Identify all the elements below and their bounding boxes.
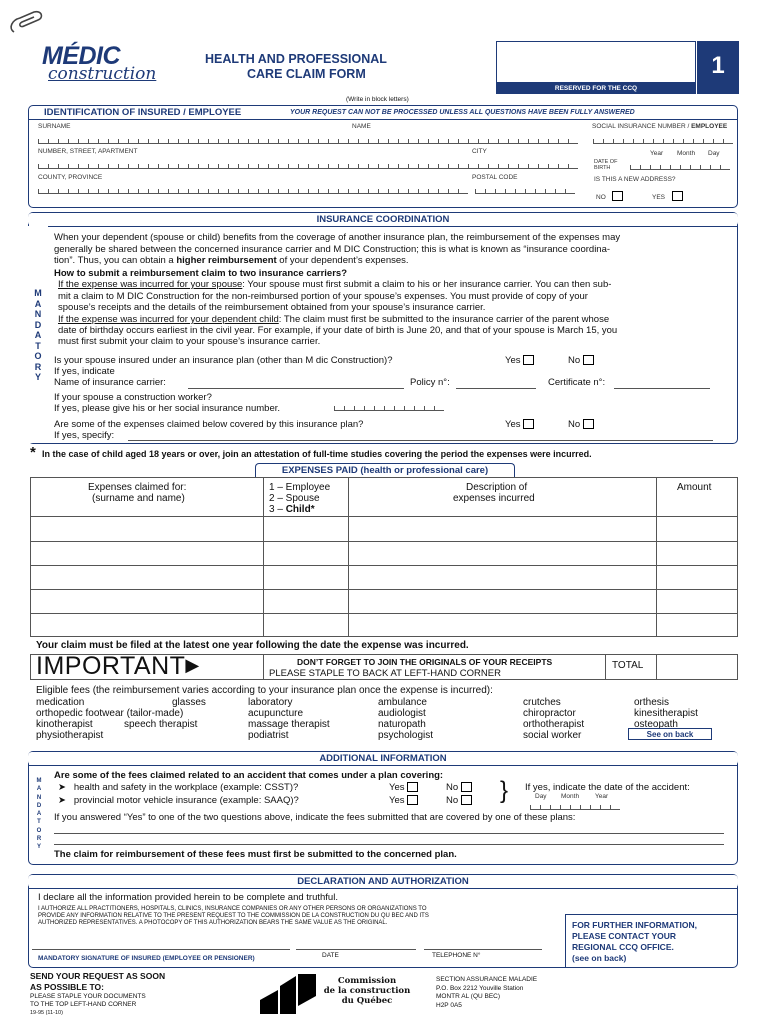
fee-kinesitherapist: kinesitherapist: [634, 708, 698, 719]
expenses-title: EXPENSES PAID (health or professional care): [255, 463, 515, 478]
postal-code-field[interactable]: [475, 187, 575, 194]
further-info: FOR FURTHER INFORMATION, PLEASE CONTACT YOUR REGIONAL CCQ OFFICE. (see on back): [572, 920, 697, 963]
important-word: IMPORTANT▶: [36, 652, 200, 680]
authorization-3: AUTHORIZED REPRESENTATIVES. A PHOTOCOPY OF THIS AUTHORIZATION BEARS THE SAME VALUE AS THE ORIGINAL.: [38, 920, 388, 926]
covered-fees-input-1[interactable]: [54, 833, 724, 834]
policy-label: Policy n°:: [410, 377, 450, 388]
fee-chiropractor: chiropractor: [523, 708, 576, 719]
saaq-no-checkbox[interactable]: [461, 795, 472, 805]
fee-ambulance: ambulance: [378, 697, 427, 708]
date-label: DATE: [322, 952, 339, 959]
fee-social-worker: social worker: [523, 730, 582, 741]
fee-podiatrist: podiatrist: [248, 730, 289, 741]
fee-naturopath: naturopath: [378, 719, 426, 730]
day-label: Day: [708, 150, 720, 157]
csst-yes-checkbox[interactable]: [407, 782, 418, 792]
coord-how-heading: How to submit a reimbursement claim to two insurance carriers?: [54, 268, 347, 279]
identification-title: IDENTIFICATION OF INSURED / EMPLOYEE: [44, 107, 242, 118]
staple-line-2: TO THE TOP LEFT-HAND CORNER: [30, 1001, 137, 1008]
staple-line-1: PLEASE STAPLE YOUR DOCUMENTS: [30, 993, 146, 1000]
col-amount: Amount: [677, 482, 712, 493]
reserved-label: RESERVED FOR THE CCQ: [496, 83, 696, 94]
accident-date-field[interactable]: [530, 803, 620, 810]
send-line-1: SEND YOUR REQUEST AS SOON: [30, 971, 166, 981]
logo-construction: construction: [48, 64, 157, 84]
fee-acupuncture: acupuncture: [248, 708, 304, 719]
csst-yes: Yes: [389, 782, 418, 793]
if-yes-indicate: If yes, indicate: [54, 366, 115, 377]
coord-child-1: If the expense was incurred for your dependent child: The claim must first be submitted to the insurance carrier of the parent whose: [58, 314, 610, 325]
col-expenses-for: Expenses claimed for:: [88, 482, 187, 493]
ccq-address: SECTION ASSURANCE MALADIE P.O. Box 2212 Youville Station MONTR AL (QU BEC) H2P 0A5: [436, 976, 538, 1009]
col-child: 3 – Child*: [269, 504, 315, 515]
coord-child-3: must first submit your claim to your spouse’s insurance carrier.: [58, 336, 321, 347]
county-field[interactable]: [38, 187, 468, 194]
csst-no: No: [446, 782, 472, 793]
dob-label-2: BIRTH: [594, 165, 611, 171]
form-title-line2: CARE CLAIM FORM: [247, 67, 366, 81]
coord-spouse-1: If the expense was incurred for your spouse: Your spouse must first submit a claim to his or her insurance carrier. You can then sub-: [58, 279, 612, 290]
mandatory-vertical-label-2: M A N D A T O R Y: [36, 778, 42, 851]
spouse-insured-no: No: [568, 355, 594, 366]
coord-para-1: When your dependent (spouse or child) benefits from the coverage of another insurance plan, the reimbursement of the expenses may: [54, 232, 621, 243]
month-label: Month: [677, 150, 696, 157]
accident-csst: ➤ health and safety in the workplace (example: CSST)?: [58, 782, 299, 793]
acc-day-label: Day: [535, 793, 547, 800]
fee-psychologist: psychologist: [378, 730, 434, 741]
col-description: Description of: [466, 482, 528, 493]
spouse-insured-no-checkbox[interactable]: [583, 355, 594, 365]
asterisk-icon: *: [30, 444, 36, 461]
receipts-note: DON’T FORGET TO JOIN THE ORIGINALS OF YOUR RECEIPTS: [297, 657, 553, 667]
declaration-line: I declare all the information provided herein to be complete and truthful.: [38, 892, 338, 903]
mandatory-vertical-label: M A N D A T O R Y: [34, 288, 42, 382]
covered-question: Are some of the expenses claimed below covered by this insurance plan?: [54, 419, 364, 430]
concerned-plan-note: The claim for reimbursement of these fees must first be submitted to the concerned plan.: [54, 849, 457, 860]
fee-physiotherapist: physiotherapist: [36, 730, 104, 741]
coord-para-3: tion”. Thus, you can obtain a higher reimbursement of your dependent’s expenses.: [54, 255, 409, 266]
signature-label: MANDATORY SIGNATURE OF INSURED (EMPLOYEE OR PENSIONER): [38, 955, 255, 962]
send-line-2: AS POSSIBLE TO:: [30, 982, 104, 992]
new-address-no-checkbox[interactable]: [612, 191, 623, 201]
ccq-logo-icon: [258, 972, 318, 1016]
acc-year-label: Year: [595, 793, 609, 800]
fee-speech: speech therapist: [124, 719, 198, 730]
coord-spouse-3: spouse’s receipts and the details of the reimbursement obtained from your spouse’s insurance carrier.: [58, 302, 486, 313]
surname-name-field[interactable]: [38, 137, 578, 144]
col-spouse: 2 – Spouse: [269, 493, 320, 504]
fee-audiologist: audiologist: [378, 708, 426, 719]
total-amount-field[interactable]: [657, 655, 737, 679]
acc-month-label: Month: [561, 793, 580, 800]
new-address-no: NO: [596, 194, 606, 201]
authorization-2: PROVIDE ANY INFORMATION RELATIVE TO THE PRESENT REQUEST TO THE COMMISSION DE LA CONSTRUCTION DU QU BEC AND ITS: [38, 913, 429, 919]
covered-yes: Yes: [505, 419, 534, 430]
covered-no-checkbox[interactable]: [583, 419, 594, 429]
covered-yes-checkbox[interactable]: [523, 419, 534, 429]
county-label: COUNTY, PROVINCE: [38, 174, 103, 181]
saaq-no: No: [446, 795, 472, 806]
col-surname-name: (surname and name): [92, 493, 185, 504]
total-label: TOTAL: [612, 660, 644, 671]
covered-no: No: [568, 419, 594, 430]
fee-massage: massage therapist: [248, 719, 330, 730]
table-row[interactable]: [30, 565, 738, 566]
col-expenses-incurred: expenses incurred: [453, 493, 535, 504]
year-label: Year: [650, 150, 664, 157]
dob-label-1: DATE OF: [594, 159, 618, 165]
covered-fees-input-2[interactable]: [54, 844, 724, 845]
accident-date-label: If yes, indicate the date of the accident:: [525, 782, 690, 793]
fee-kinotherapist: kinotherapist: [36, 719, 93, 730]
telephone-field[interactable]: [424, 930, 542, 950]
fee-glasses: glasses: [172, 697, 206, 708]
table-row[interactable]: [30, 613, 738, 614]
sin-field[interactable]: [593, 137, 733, 144]
form-code: 19-95 (11-10): [30, 1010, 63, 1016]
spouse-sin-field[interactable]: [334, 404, 444, 411]
additional-title: ADDITIONAL INFORMATION: [28, 752, 738, 765]
covered-fees-prompt: If you answered “Yes” to one of the two questions above, indicate the fees submitted that are covered by one of these plans:: [54, 812, 576, 823]
new-address-label: IS THIS A NEW ADDRESS?: [594, 176, 676, 183]
coord-para-2: generally be shared between the concerned insurance carrier and M DIC Construction; this is what is known as “insurance coordina-: [54, 244, 611, 255]
postal-label: POSTAL CODE: [472, 174, 518, 181]
spouse-insured-yes: Yes: [505, 355, 534, 366]
name-label: NAME: [352, 123, 371, 130]
accident-question: Are some of the fees claimed related to an accident that comes under a plan covering:: [54, 770, 444, 781]
see-on-back: See on back: [628, 728, 712, 740]
accident-saaq: ➤ provincial motor vehicle insurance (example: SAAQ)?: [58, 795, 299, 806]
page-number: 1: [697, 41, 739, 94]
telephone-label: TELEPHONE N°: [432, 952, 481, 959]
fee-orthopedic: orthopedic footwear (tailor-made): [36, 708, 184, 719]
date-of-birth-field[interactable]: [630, 163, 730, 170]
table-row[interactable]: [30, 589, 738, 590]
coord-spouse-2: mit a claim to M DIC Construction for the non-reimbursed portion of your spouse’s expenses. You must provide of copy of your: [58, 291, 588, 302]
coordination-title: INSURANCE COORDINATION: [28, 213, 738, 226]
identification-warning: YOUR REQUEST CAN NOT BE PROCESSED UNLESS ALL QUESTIONS HAVE BEEN FULLY ANSWERED: [290, 109, 635, 116]
form-title-line1: HEALTH AND PROFESSIONAL: [205, 52, 387, 66]
fee-osteopath: osteopath: [634, 719, 678, 730]
declaration-title: DECLARATION AND AUTHORIZATION: [28, 875, 738, 888]
specify-label: If yes, specify:: [54, 430, 115, 441]
sin-label: SOCIAL INSURANCE NUMBER / EMPLOYEE: [592, 123, 728, 130]
fee-crutches: crutches: [523, 697, 561, 708]
spouse-sin-prompt: If yes, please give his or her social insurance number.: [54, 403, 281, 414]
eligible-intro: Eligible fees (the reimbursement varies according to your insurance plan once the expense is incurred):: [36, 685, 493, 696]
street-city-field[interactable]: [38, 162, 578, 169]
child-note: In the case of child aged 18 years or over, join an attestation of full-time studies covering the period the expenses were incurred.: [42, 449, 592, 459]
col-employee: 1 – Employee: [269, 482, 331, 493]
carrier-label: Name of insurance carrier:: [54, 377, 166, 388]
ccq-name: Commission de la construction du Québec: [323, 976, 411, 1006]
brace-icon: }: [500, 777, 509, 804]
surname-label: SURNAME: [38, 123, 71, 130]
saaq-yes-checkbox[interactable]: [407, 795, 418, 805]
reserved-box: [496, 41, 696, 83]
policy-input[interactable]: [456, 388, 536, 389]
new-address-yes: YES: [652, 194, 666, 201]
fee-medication: medication: [36, 697, 85, 708]
write-block-note: (Write in block letters): [346, 96, 409, 103]
logo-medic: MÉDIC: [42, 42, 121, 70]
street-label: NUMBER, STREET, APARTMENT: [38, 148, 138, 155]
spouse-insured-question: Is your spouse insured under an insurance plan (other than M dic Construction)?: [54, 355, 393, 366]
paperclip-icon: [6, 8, 46, 38]
deadline-note: Your claim must be filed at the latest one year following the date the expense was incurred.: [36, 640, 469, 651]
fee-laboratory: laboratory: [248, 697, 293, 708]
saaq-yes: Yes: [389, 795, 418, 806]
signature-field[interactable]: [32, 930, 290, 950]
certificate-label: Certificate n°:: [548, 377, 606, 388]
table-row[interactable]: [30, 541, 738, 542]
authorization-1: I AUTHORIZE ALL PRACTITIONERS, HOSPITALS, CLINICS, INSURANCE COMPANIES OR ANY OTHER PERSONS OR ORGANIZATIONS TO: [38, 906, 427, 912]
specify-input[interactable]: [128, 440, 713, 441]
fee-orthesis: orthesis: [634, 697, 670, 708]
additional-section: [28, 751, 738, 865]
fee-orthotherapist: orthotherapist: [523, 719, 585, 730]
certificate-input[interactable]: [614, 388, 710, 389]
spouse-insured-yes-checkbox[interactable]: [523, 355, 534, 365]
carrier-input[interactable]: [188, 388, 404, 389]
spouse-construction-question: If your spouse a construction worker?: [54, 392, 212, 403]
date-field[interactable]: [296, 930, 416, 950]
staple-note: PLEASE STAPLE TO BACK AT LEFT-HAND CORNER: [269, 668, 501, 679]
city-label: CITY: [472, 148, 487, 155]
coord-child-2: date of birthday occurs earliest in the civil year. For example, if your date of birth is June 20, and that of your spouse is March 15, you: [58, 325, 618, 336]
new-address-yes-checkbox[interactable]: [672, 191, 683, 201]
csst-no-checkbox[interactable]: [461, 782, 472, 792]
